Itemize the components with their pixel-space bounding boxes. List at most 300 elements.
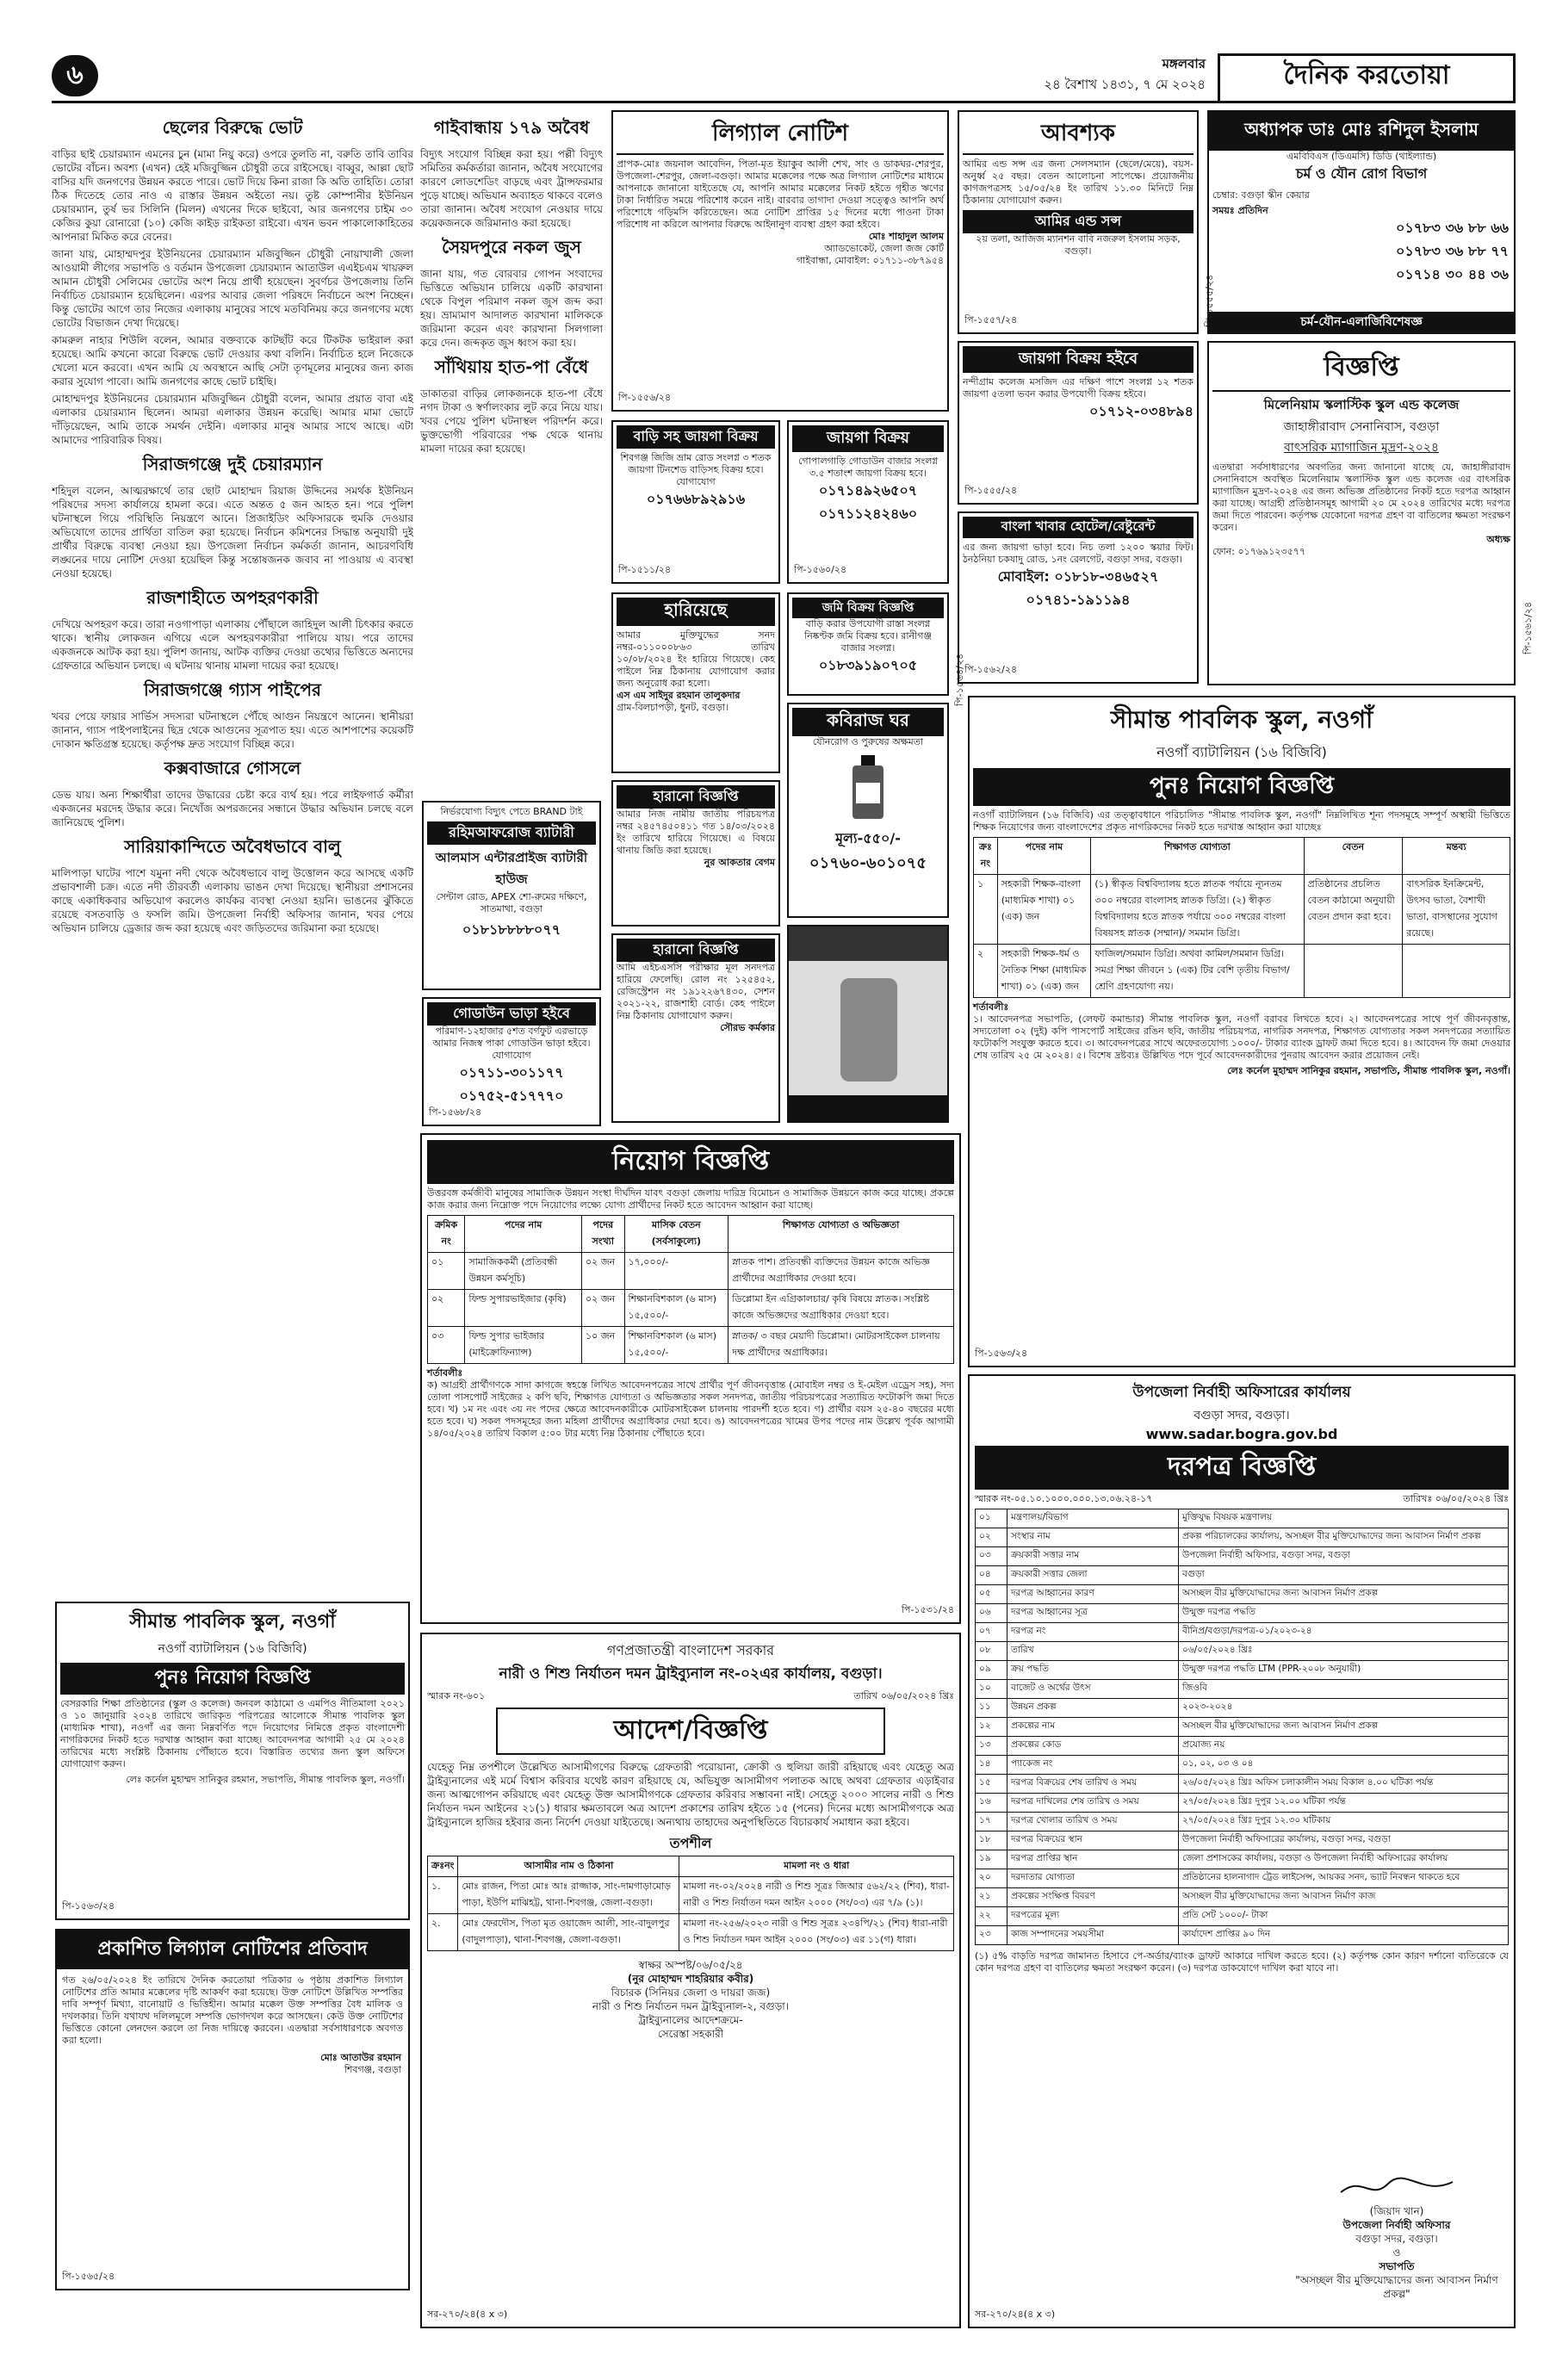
table-row [976, 1547, 1509, 1566]
ad-code: পি-১৫১১/২৪ [618, 564, 672, 575]
memo-date: তারিখঃ ০৬/০৫/২০২৪ খ্রিঃ [1403, 1493, 1509, 1504]
table-cell: মোঃ ফেরদৌস, পিতা মৃত ওয়াজেদ আলী, সাং-বাদুলপুর (বাদুলপাড়া), থানা-শিবগঞ্জ, জেলা-বগুড়া। [458, 1914, 679, 1951]
ad-signature: নুর আকতার বেগম [704, 857, 775, 868]
table-row [976, 1680, 1509, 1699]
memo-line [975, 1493, 1509, 1505]
battery-ad [422, 801, 601, 990]
phone-number: ০১৮১৮৮৮৮০৭৭ [462, 921, 561, 938]
ad-signature: সৌরভ কর্মকার [720, 1022, 775, 1033]
ad-signature: অধ্যক্ষ [1486, 534, 1510, 545]
doctor-degree: এমবিবিএস (ডিএমসি) ডিডি (থাইল্যান্ড) [1286, 151, 1437, 162]
signer-signature: স্বাক্ষর অস্পষ্ট/০৬/০৫/২৪ [638, 1959, 743, 1971]
table-cell: ফাজিল/সমমান ডিগ্রি। অথবা কামিল/সমমান ডিগ্রি। সমগ্র শিক্ষা জীবনে ১ (এক) টির বেশি তৃতীয় বিভাগ/শ্রেণি গ্রহণযোগ্য নয়। [1091, 945, 1304, 998]
ad-code: পি-১৫৬৩/২৪ [62, 1900, 115, 1912]
table-cell: ১৯ [976, 1850, 1008, 1869]
ad-signature-address: গ্রাম-বিলচাপড়ী, ধুনট, বগুড়া। [617, 702, 729, 713]
ad-signature: মোঃ শাহাদুল আলম [868, 231, 944, 242]
signer-role: বিচারক (সিনিয়র জেলা ও দায়রা জজ) [611, 1986, 771, 1999]
table-row [428, 1253, 954, 1290]
signer-name: (নুর মোহাম্মদ শাহরিয়ার কবীর) [627, 1973, 754, 1985]
table-header-row [428, 1216, 954, 1253]
conditions-heading: শর্তাবলীঃ [973, 1001, 1009, 1013]
table-header-row [974, 838, 1510, 875]
column-header: পদের নাম [997, 838, 1091, 875]
table-cell: সংস্থার নাম [1008, 1528, 1179, 1547]
table-cell: দরপত্র দাখিলের শেষ তারিখ ও সময় [1008, 1794, 1179, 1813]
ad-code: পি-১৫৫৭/২৪ [964, 314, 1018, 325]
border-school-recruitment [968, 696, 1516, 1367]
school-magazine-notice [1207, 341, 1516, 685]
table-cell: দরপত্র নং [1008, 1623, 1179, 1642]
memo-line [427, 1690, 954, 1702]
table-cell: ০১, ০২, ০৩ ও ০৪ [1179, 1756, 1509, 1775]
table-cell: ০২ জন [582, 1253, 625, 1290]
table-cell: শিক্ষানবিশকাল (৬ মাস) ১৫,৫০০/- [624, 1290, 728, 1327]
signer-project: "অসচ্ছল বীর মুক্তিযোদ্ধাদের জন্য আবাসন নির্মাণ প্রকল্প" [1295, 2274, 1498, 2300]
column-header: মামলা নং ও ধারা [679, 1856, 954, 1877]
table-row [976, 1869, 1509, 1888]
school-subtitle: নওগাঁ ব্যাটালিয়ন (১৬ বিজিবি) [1156, 744, 1327, 760]
table-row [976, 1907, 1509, 1926]
table-cell: ১. [428, 1877, 458, 1914]
table-cell: দরপত্র প্রাপ্তির স্থান [1008, 1850, 1179, 1869]
table-row [976, 1850, 1509, 1869]
lost-hsc-certificate-ad [611, 933, 780, 1123]
shop-address: সেন্টাল রোড, APEX শো-রুমের দক্ষিণে, সাতমাথা, বগুড়া [436, 891, 587, 914]
doctor-hours: সময়ঃ প্রতিদিন [1212, 205, 1268, 216]
ad-title: লিগ্যাল নোটিশ [617, 115, 944, 155]
ad-banner: দরপত্র বিজ্ঞপ্তি [975, 1446, 1509, 1490]
table-cell: ০২ [428, 1290, 465, 1327]
signer-order: ট্রাইব্যুনালের আদেশক্রমে- [638, 2014, 743, 2026]
table-cell: ১৮ [976, 1831, 1008, 1850]
table-row [428, 1327, 954, 1364]
table-cell: ক্রয়কারী সত্তার জেলা [1008, 1566, 1179, 1585]
table-cell: প্রকল্পের সংক্ষিপ্ত বিবরণ [1008, 1888, 1179, 1907]
ad-signature: মোঃ আতাউর রহমান [320, 2052, 401, 2063]
table-cell: ১২ [976, 1718, 1008, 1737]
phone-number: ০১৭৮৩ ৩৬ ৮৮ ৬৬ [1395, 220, 1509, 236]
column-header: শিক্ষাগত যোগ্যতা [1091, 838, 1304, 875]
land-sale-ad-2 [958, 341, 1199, 505]
table-row [976, 1585, 1509, 1604]
headline: রাজশাহীতে অপহরণকারী [146, 587, 319, 608]
table-cell: ২৩ [976, 1926, 1008, 1945]
side-code: পি-১৫৬১/২৪ [1522, 601, 1534, 654]
table-cell: বীনিপ্র/বগুড়া/দরপত্র-০১/২০২৩-২৪ [1179, 1623, 1509, 1642]
table-cell [1403, 945, 1510, 998]
column-header: শিক্ষাগত যোগ্যতা ও অভিজ্ঞতা [728, 1216, 954, 1253]
table-cell: অসচ্ছল বীর মুক্তিযোদ্ধাদের জন্য আবাসন নির্মাণ কাজ [1179, 1888, 1509, 1907]
table-row [976, 1737, 1509, 1756]
table-cell: ১০ জন [582, 1327, 625, 1364]
signer-court: নারী ও শিশু নির্যাতন দমন ট্রাইব্যুনাল-২, বগুড়া। [592, 2000, 790, 2012]
table-cell: সামাজিককর্মী (প্রতিবন্ধী উন্নয়ন কর্মসূচি) [465, 1253, 582, 1290]
accused-table [427, 1856, 954, 1951]
table-cell: ১৫ [976, 1775, 1008, 1794]
recruitment-table [427, 1215, 954, 1364]
table-title: তপশীল [669, 1835, 712, 1851]
table-row [976, 1604, 1509, 1623]
ad-code: পি-১৫৬০/২৪ [794, 564, 847, 575]
article-text: ডাকাতরা বাড়ির লোকজনকে হাত-পা বেঁধে নগদ টাকা ও স্বর্ণালংকার লুট করে নিয়ে যায়। খবর পেয়ে পুলিশ ঘটনাস্থল পরিদর্শন করে। ভুক্তভোগী পরিবারের পক্ষ থেকে থানায় মামলা দায়ের করা হয়েছে। [420, 387, 603, 455]
column-header: মাসিক বেতন (সর্বসাকুল্যে) [624, 1216, 728, 1253]
table-cell [1304, 945, 1403, 998]
dateline [1044, 53, 1206, 95]
signer-role: উপজেলা নির্বাহী অফিসার [1342, 2219, 1451, 2231]
job-needed-ad [958, 110, 1199, 334]
table-cell: ক্রয়কারী সত্তার নাম [1008, 1547, 1179, 1566]
table-cell: ২১ [976, 1888, 1008, 1907]
table-header-row [428, 1856, 954, 1877]
product-promo-ad [787, 925, 949, 1123]
table-cell: মোঃ রাজন, পিতা মোঃ আঃ রাজ্জাক, সাং-দামগাড়ামোড় পাড়া, ইউপি মাঝিহট্ট, থানা-শিবগঞ্জ, জেলা-বগুড়া। [458, 1877, 679, 1914]
table-cell: সহকারী শিক্ষক-ধর্ম ও নৈতিক শিক্ষা (মাধ্যমিক শাখা) ০১ (এক) জন [997, 945, 1091, 998]
headline: সৈয়দপুরে নকল জুস [441, 237, 582, 257]
table-cell: অসচ্ছল বীর মুক্তিযোদ্ধাদের জন্য আবাসন নির্মাণ প্রকল্প [1179, 1585, 1509, 1604]
table-cell: ০১ [428, 1253, 465, 1290]
ad-signature: লেঃ কর্নেল মুহাম্মদ সানিকুর রহমান, সভাপতি, সীমান্ত পাবলিক স্কুল, নওগাঁ। [126, 1774, 405, 1785]
ad-signature-address: শিবগঞ্জ, বগুড়া [344, 2064, 401, 2075]
ad-banner: পুনঃ নিয়োগ বিজ্ঞপ্তি [60, 1663, 405, 1695]
side-code: পি-১৫৫৫/২৪ [1204, 274, 1215, 327]
shop-address: ২য় তলা, আজিজ ম্যানশন বাবি নজরুল ইসলাম সড়ক, বগুড়া। [976, 233, 1181, 257]
doctor-ad [1207, 110, 1516, 334]
table-cell: ০৯ [976, 1661, 1008, 1680]
ad-banner: পুনঃ নিয়োগ বিজ্ঞপ্তি [973, 768, 1510, 806]
table-cell: উন্নয়ন প্রকল্প [1008, 1699, 1179, 1718]
article-text: বাড়ির ছাই চেয়ারম্যান এমনের চুন (মামা নিয়ু করে) ওপরে তুলতি না, বরুতি তাবি তাবির ভোটের বাঁচন। অবশ্য (এখন) হেই মজিবুজ্জিন চৌধুরী তরে রাইসেছে। বাব্বুর, আল্লা ছোট বাসির যদি জনগণের উন্নয়ন করতে পারে। ভোট দিয়ে কিনা রাজা কি অতি তাহিতি। তোরা ঠিক দিতেহে তোর নাও এ রাস্তার উন্নয়ন অইতো নয়। তুষ্ট কোম্পানীর ইউনিয়ন চেয়ারম্যান, তুর্ষ ভর সিলিনি (মিলন) এখনের দিকে ছাইবো, আর জনগণের চাইম ৩০ কেজির কুয়া রোনারো (১০) কেজি কাইড় রাইকতা রাইবো। এখন ভবন পাকালোকাহিতের আপনারা মিকিত করে বেনের। [52, 148, 413, 243]
column-header: ক্রমিক নং [428, 1216, 465, 1253]
ad-subtitle: যৌনরোগ ও পুরুষের অক্ষমতা [812, 736, 924, 747]
ad-subtitle: নওগাঁ ব্যাটালিয়ন (১৬ বিজিবি) [158, 1642, 307, 1656]
table-cell: উন্মুক্ত দরপত্র পদ্ধতি [1179, 1604, 1509, 1623]
table-cell: প্রতিষ্ঠানের হালনাগাদ ট্রেড লাইসেন্স, আয়কর সনদ, ভ্যাট নিবন্ধন থাকতে হবে [1179, 1869, 1509, 1888]
headline: সিরাজগঞ্জে গ্যাস পাইপের [143, 679, 322, 700]
phone-number: ০১৭৬৬৮৯২৯১৬ [646, 491, 746, 507]
table-row [976, 1794, 1509, 1813]
table-row [976, 1813, 1509, 1831]
signer-role-2: সভাপতি [1379, 2260, 1415, 2272]
article-text: বিদ্যুৎ সংযোগ বিচ্ছিন্ন করা হয়। পল্লী বিদ্যুৎ সমিতির কর্মকর্তারা জানান, অবৈধ সংযোগের কারণে লোডশেডিং বাড়ছে এবং ট্রান্সফরমার পুড়ে যাচ্ছে। অভিযান অব্যাহত থাকবে বলেও তারা জানান। অবৈধ সংযোগ নেওয়ার দায়ে কয়েকজনকে জরিমানাও করা হয়েছে। [420, 148, 603, 229]
table-cell: প্রতিষ্ঠানের প্রচলিত বেতন কাঠামো অনুযায়ী বেতন প্রদান করা হবে। [1304, 875, 1403, 945]
table-cell: ২৭/০৫/২০২৪ খ্রিঃ দুপুর ১২.৩০ ঘটিকায় [1179, 1813, 1509, 1831]
table-cell: দরপত্র বিক্রয়ের স্থান [1008, 1831, 1179, 1850]
ad-banner: রহিমআফরোজ ব্যাটারী [427, 821, 596, 845]
ad-banner: হারানো বিজ্ঞপ্তি [617, 939, 775, 962]
column-header: বেতন [1304, 838, 1403, 875]
legal-protest-notice [55, 1929, 410, 2290]
land-sale-notice-ad [787, 592, 949, 696]
phone-number: ০১৮৩৯১৯০৭০৫ [818, 657, 918, 673]
table-cell: ০১ [976, 1509, 1008, 1528]
table-cell: ক্রয় পদ্ধতি [1008, 1661, 1179, 1680]
ad-code: পি-১৫৬৩/২৪ [975, 1348, 1028, 1359]
table-row [428, 1290, 954, 1327]
doctor-chamber: চেম্বার: বগুড়া স্কীন কেয়ার [1212, 189, 1310, 201]
table-cell: মামলা নং-০২/২০২৪ নারী ও শিশু সূত্রঃ জিআর ৫৬২/২২ (শিব), ধারা-নারী ও শিশু নির্যাতন দমন আইন ২০০০ (সং/০৩) এর ৭/৯ (১)। [679, 1877, 954, 1914]
table-cell: বাজেট ও অর্থের উৎস [1008, 1680, 1179, 1699]
table-cell: ১৭ [976, 1813, 1008, 1831]
ad-body: পরিমাণ-১২হাজার ৫শত বর্গফুট এরভাড়ে আমার নিজস্ব পাকা গোডাউন ভাড়া হইবে। যোগাযোগ [432, 1026, 591, 1061]
ad-title: আবশ্যক [963, 115, 1194, 155]
medicine-bottle-icon [842, 753, 894, 822]
signer-and: ও [1392, 2247, 1401, 2259]
ad-body: গত ২৬/০৫/২০২৪ ইং তারিখে দৈনিক করতোয়া পত্রিকার ৬ পৃষ্ঠায় প্রকাশিত লিগ্যাল নোটিশের প্রতি আমার মক্কেলের দৃষ্টি আকর্ষণ করা হয়েছে। উক্ত নোটিশে উল্লিখিত সম্পত্তির দাবি সম্পূর্ণ মিথ্যা, বানোয়াট ও ভিত্তিহীন। আমার মক্কেল উক্ত সম্পত্তির বৈধ মালিক ও দখলকার। তিনি যথাযথ দলিলমূলে সম্পত্তি ভোগদখল করে আসছেন। কেউ উক্ত নোটিশের ভিত্তিতে কোনো লেনদেন করলে তা নিজ দায়িত্বে করবেন। এতদ্বারা সর্বসাধারণকে অবগত করা হলো। [62, 1974, 403, 2046]
phone-number: ০১৭১১২৪২৪৬০ [818, 505, 918, 522]
table-cell: শিক্ষানবিশকাল (৬ মাস) ১৫,৫০০/- [624, 1327, 728, 1364]
article-text: খবর পেয়ে ফায়ার সার্ভিস সদস্যরা ঘটনাস্থলে পৌঁছে আগুন নিয়ন্ত্রণে আনেন। স্থানীয়রা জানান, গ্যাস পাইপলাইনের ছিদ্র থেকে আগুনের সূত্রপাত হয়। এতে আশপাশের কয়েকটি দোকান ক্ষতিগ্রস্ত হয়েছে। কর্তৃপক্ষ দ্রুত সংযোগ বিচ্ছিন্ন করে। [52, 710, 413, 750]
table-cell: ০৫ [976, 1585, 1008, 1604]
table-cell: ২৭/০৫/২০২৪ খ্রিঃ দুপুর ১২.০০ ঘটিকা পর্যন্ত [1179, 1794, 1509, 1813]
ad-banner: হারিয়েছে [617, 598, 775, 626]
restaurant-rent-ad [958, 511, 1199, 684]
lost-certificate-ad [611, 592, 780, 773]
table-cell: কাজ সম্পাদনের সময়সীমা [1008, 1926, 1179, 1945]
ad-body: এতদ্বারা সর্বসাধারণের অবগতির জন্য জানানো যাচ্ছে যে, জাহাঙ্গীরাবাদ সেনানিবাসে অবস্থিত মিলেনিয়াম স্কলাস্টিক স্কুল এন্ড কলেজ এর বাৎসরিক ম্যাগাজিন মুদ্রণ-২০২৪ এর জন্য অভিজ্ঞ প্রতিষ্ঠানের নিকট হতে দরপত্র আহ্বান করা যাচ্ছে। আগ্রহী প্রতিষ্ঠানসমূহ আগামী ২০ মে ২০২৪ তারিখের মধ্যে দরপত্র জমা দিতে পারবেন। কর্তৃপক্ষ যেকোনো দরপত্র গ্রহণ বা বাতিলের ক্ষমতা সংরক্ষণ করেন। [1212, 462, 1510, 533]
table-cell: দরদাতার যোগ্যতা [1008, 1869, 1179, 1888]
headline: সাঁথিয়ায় হাত-পা বেঁধে [434, 356, 589, 377]
ad-title: বিজ্ঞপ্তি [1212, 346, 1510, 392]
gov-name: গণপ্রজাতন্ত্রী বাংলাদেশ সরকার [606, 1642, 775, 1658]
doctor-footer: চর্ম-যৌন-এলার্জিবিশেষজ্ঞ [1209, 312, 1514, 332]
table-cell: উপজেলা নির্বাহী অফিসারের কার্যালয়, বগুড়া সদর, বগুড়া [1179, 1831, 1509, 1850]
phone-number: ০১৭১৪৯২৬৫০৭ [818, 482, 918, 499]
ad-code: সর-২৭০/২৪(৪ x ৩) [975, 2309, 1056, 2320]
ad-code: পি-১৫৬৮/২৪ [429, 1106, 482, 1118]
signer-address: বগুড়া সদর, বগুড়া। [1355, 2233, 1438, 2245]
ad-signature: লেঃ কর্নেল মুহাম্মদ সানিকুর রহমান, সভাপতি, সীমান্ত পাবলিক স্কুল, নওগাঁ। [1227, 1065, 1510, 1076]
news-column-left [52, 110, 413, 1591]
ad-banner: বাংলা খাবার হোটেল/রেষ্টুরেন্ট [963, 517, 1194, 538]
table-cell: (১) স্বীকৃত বিশ্ববিদ্যালয় হতে স্নাতক পর্যায়ে ন্যূনতম ৩০০ নম্বরের বাংলাসহ স্নাতক ডিগ্রি। (২) স্বীকৃত বিশ্ববিদ্যালয় হতে স্নাতক পর্যায়ে ৩০০ নম্বরের বাংলা বিষয়সহ স্নাতক (সম্মান)/ সমমান ডিগ্রি। [1091, 875, 1304, 945]
table-cell: ০৪ [976, 1566, 1008, 1585]
conditions-text: ১। আবেদনপত্র সভাপতি, (লেফট কমান্ডার) সীমান্ত পাবলিক স্কুল, নওগাঁ বরাবর লিখতে হবে। ২। আবেদনপত্রের সাথে পূর্ণ জীবনবৃত্তান্ত, সদ্যতোলা ০২ (দুই) কপি পাসপোর্ট সাইজের রঙিন ছবি, জাতীয় পরিচয়পত্র, নাগরিক সনদপত্র, শিক্ষাগত যোগ্যতার সকল সনদপত্রের সত্যায়িত ফটোকপি সংযুক্ত করতে হবে। ৩। আবেদনপত্রের সাথে অফেরতযোগ্য ১০০০/- টাকার ব্যাংক ড্রাফট জমা দিতে হবে। ৪। আবেদন ফি জমা দেওয়ার শেষ তারিখ ২৫ মে ২০২৪। ৫। বিশেষ দ্রষ্টব্যঃ উল্লিখিত পদে পূর্বে আবেদনকারীদের পুনরায় আবেদন করার প্রয়োজন নেই। [973, 1013, 1510, 1061]
ad-body: আমির এন্ড সন্স এর জন্য সেলসম্যান (ছেলে/মেয়ে), বয়স-অনুর্ধ্ব ২৫ বছর। বেতন আলোচনা সাপেক্ষে। প্রয়োজনীয় কাগজপত্রসহ ১৫/০৫/২৪ ইং তারিখ ১১.৩০ মিনিটে নিম্ন ঠিকানায় যোগাযোগ করুন। [963, 158, 1194, 206]
table-cell: ০৬/০৫/২০২৪ খ্রিঃ [1179, 1642, 1509, 1661]
ad-intro: উত্তরবঙ্গ কর্মজীবী মানুষের সামাজিক উন্নয়ন সংস্থা দীর্ঘদিন যাবৎ বগুড়া জেলায় দারিদ্র বিমোচন ও সামাজিক উন্নয়নে কাজ করে যাচ্ছে। প্রকল্পে কাজ করার জন্য নিম্নোক্ত পদে নিয়োগের লক্ষ্যে যোগ্য প্রার্থীদের নিকট হতে আবেদন আহ্বান করা যাচ্ছে। [427, 1187, 954, 1211]
table-row [976, 1566, 1509, 1585]
ad-body: বেসরকারি শিক্ষা প্রতিষ্ঠানের (স্কুল ও কলেজ) জনবল কাঠামো ও এমপিও নীতিমালা ২০২১ ও ১০ জানুয়ারি ২০২৪ তারিখে জারিকৃত পরিপত্রের আলোকে সীমান্ত পাবলিক স্কুল (মাধ্যমিক শাখা), নওগাঁ এর জন্য নিম্নবর্ণিত পদে নিয়োগের নিমিত্তে প্রকৃত বাংলাদেশী নাগরিকদের নিকট হতে দরখাস্ত আহ্বান করা যাচ্ছে। আবেদনপত্র আগামী ২৫ মে ২০২৪ তারিখের মধ্যে সংশ্লিষ্ট ঠিকানায় পৌঁছাতে হবে। বিস্তারিত তথ্যের জন্য স্কুল অফিসে যোগাযোগ করুন। [60, 1698, 405, 1770]
table-cell: ০৩ [976, 1547, 1008, 1566]
table-cell: ১৬ [976, 1794, 1008, 1813]
tender-notes: (১) ৫% বাড়তি দরপত্র জামানত হিসাবে পে-অর্ডার/ব্যাংক ড্রাফট আকারে দাখিল করতে হবে। (২) কর্তৃপক্ষ কোন কারণ দর্শানো ব্যতিরেকে যে কোন দরপত্র গ্রহণ বা বাতিলের ক্ষমতা সংরক্ষণ করেন। (৩) দরপত্র ডাকযোগে দাখিল করা যাবে না। [975, 1950, 1509, 1974]
doctor-specialty: চর্ম ও যৌন রোগ বিভাগ [1295, 165, 1428, 182]
ad-banner: প্রকাশিত লিগ্যাল নোটিশের প্রতিবাদ [57, 1931, 408, 1969]
office-name: উপজেলা নির্বাহী অফিসারের কার্যালয় [1132, 1384, 1351, 1401]
phone-number: ফোন: ০১৭৬৯১২৩৫৭৭ [1212, 546, 1306, 557]
table-cell: ১৪ [976, 1756, 1008, 1775]
table-row [976, 1528, 1509, 1547]
phone-number: মোবাইল: ০১৮১৮-৩৪৬৫২৭ [997, 568, 1159, 585]
school-recruitment-ad [55, 1602, 410, 1920]
ad-title: সীমান্ত পাবলিক স্কুল, নওগাঁ [129, 1610, 336, 1633]
price-label: মূল্য-৫৫০/- [835, 830, 901, 846]
office-address: বগুড়া সদর, বগুড়া। [1194, 1409, 1290, 1422]
table-cell: তারিখ [1008, 1642, 1179, 1661]
ad-code: পি-১৫৬২/২৪ [964, 664, 1018, 675]
shop-name: আমির এন্ড সন্স [963, 210, 1194, 233]
table-cell: মামলা নং-২৫৬/২০২৩ নারী ও শিশু সূত্রঃ ২৩৪পি/২১ (শিব) ধারা-নারী ও শিশু নির্যাতন দমন আইন ২০০০ (সং/০৩) এর ১১(গ) ধারা। [679, 1914, 954, 1951]
table-cell: জিওবি [1179, 1680, 1509, 1699]
table-cell: মন্ত্রণালয়/বিভাগ [1008, 1509, 1179, 1528]
phone-number: ০১৭৪১-১৯১১৯৪ [1026, 592, 1131, 608]
table-cell: প্যাকেজ নং [1008, 1756, 1179, 1775]
table-cell: ২৬/০৫/২০২৪ খ্রিঃ অফিস চলাকালীন সময় বিকাল ৪.০০ ঘটিকা পর্যন্ত [1179, 1775, 1509, 1794]
table-cell: ১৩ [976, 1737, 1008, 1756]
ad-banner: জায়গা বিক্রয় হইবে [963, 346, 1194, 373]
headline: সিরাজগঞ্জে দুই চেয়ারম্যান [142, 454, 323, 474]
table-row [974, 945, 1510, 998]
news-column-middle [420, 110, 603, 851]
headline: কক্সবাজারে গোসলে [164, 758, 301, 778]
table-cell: দরপত্র বিক্রয়ের শেষ তারিখ ও সময় [1008, 1775, 1179, 1794]
table-cell: ১০ [976, 1680, 1008, 1699]
ad-banner: জমি বিক্রয় বিজ্ঞপ্তি [792, 598, 944, 618]
ad-body: আমি এইচএসসি পরীক্ষার মূল সনদপত্র হারিয়ে ফেলেছি। রোল নং ১২৫৪৫২, রেজিস্ট্রেশন নং ১৯১২২৬৭৪৩০, সেশন ২০২১-২২, রাজশাহী বোর্ড। কেহ পাইলে নিম্ন ঠিকানায় যোগাযোগ করুন। [617, 962, 775, 1021]
ad-body: প্রাপক-মোঃ জয়নাল আবেদিন, পিতা-মৃত ইয়াকুব আলী শেখ, সাং ও ডাকঘর-শেরপুর, উপজেলা-শেরপুর, জেলা-বগুড়া। আমার মক্কেলের পক্ষে অত্র লিগ্যাল নোটিশের মাধ্যমে আপনাকে জানানো যাইতেছে যে, আপনি আমার মক্কেলের নিকট হইতে গৃহীত ঋণের টাকা নির্ধারিত সময়ে পরিশোধ করেন নাই। বারবার তাগাদা দেওয়া সত্ত্বেও আপনি অর্থ পরিশোধে গড়িমসি করিতেছেন। অত্র নোটিশ প্রাপ্তির ১৫ দিনের মধ্যে পাওনা টাকা পরিশোধ না করিলে আপনার বিরুদ্ধে আইনানুগ ব্যবস্থা গ্রহণ করা হইবে। [617, 158, 944, 230]
headline: সারিয়াকান্দিতে অবৈধভাবে বালু [124, 836, 341, 857]
godown-rent-ad [422, 997, 601, 1126]
notice-subtitle: বাৎসরিক ম্যাগাজিন মুদ্রণ-২০২৪ [1284, 441, 1439, 455]
order-title: আদেশ/বিজ্ঞপ্তি [496, 1708, 885, 1755]
date: ২৪ বৈশাখ ১৪৩১, ৭ মে ২০২৪ [1044, 77, 1206, 92]
table-cell: ২. [428, 1914, 458, 1951]
ad-signature: এস এম সাইদুর রহমান তালুকদার [617, 690, 741, 701]
table-cell: বাৎসরিক ইনক্রিমেন্ট, উৎসব ভাতা, বৈশাখী ভাতা, বাসস্থানের সুযোগ রয়েছে। [1403, 875, 1510, 945]
product-image-icon [789, 927, 949, 1123]
lost-nid-ad [611, 780, 780, 927]
vacancy-table [973, 837, 1510, 998]
table-row [976, 1718, 1509, 1737]
table-cell: ডিপ্লোমা ইন এগ্রিকালচার/ কৃষি বিষয়ে স্নাতক। সংশ্লিষ্ট কাজে অভিজ্ঞদের অগ্রাধিকার দেওয়া হবে। [728, 1290, 954, 1327]
table-cell: কার্যাদেশ প্রাপ্তির ৯০ দিন [1179, 1926, 1509, 1945]
table-cell: দরপত্র আহ্বানের সূত্র [1008, 1604, 1179, 1623]
table-cell: মুক্তিযুদ্ধ বিষয়ক মন্ত্রণালয় [1179, 1509, 1509, 1528]
table-cell: ১১ [976, 1699, 1008, 1718]
table-row [976, 1509, 1509, 1528]
phone-number: ০১৭৬০-৬০১০৭৫ [809, 854, 927, 872]
signer-name: (জিয়াদ খান) [1369, 2205, 1424, 2217]
school-title: সীমান্ত পাবলিক স্কুল, নওগাঁ [1110, 705, 1373, 734]
ad-body: বাড়ি করার উপযোগী রাস্তা সংলগ্ন নিষ্কণ্টক জমি বিক্রয় হবে। রানীগঞ্জ বাজার সংলগ্ন। [804, 618, 932, 654]
signer-clerk: সেরেস্তা সহকারী [657, 2028, 724, 2040]
article-text: জানা যায়, গত বোরবার গোপন সংবাদের ভিত্তিতে অভিযান চালিয়ে একটি কারখানা থেকে বিপুল পরিমাণ নকল জুস জব্দ করা হয়। ভ্রাম্যমাণ আদালত কারখানা মালিককে জরিমানা করেন এবং কারখানা সিলগালা করে দেন। জব্দকৃত জুস ধ্বংস করা হয়। [420, 268, 603, 349]
table-cell: প্রতি সেট ১০০০/- টাকা [1179, 1907, 1509, 1926]
table-cell: ০২ জন [582, 1290, 625, 1327]
ad-code: পি-১৫৬৫/২৪ [62, 2271, 115, 2282]
tribunal-order-notice [420, 1633, 961, 2328]
table-cell: ফিল্ড সুপারভাইজার (কৃষি) [465, 1290, 582, 1327]
table-cell: ১ [974, 875, 998, 945]
phone-number: ০১৭৮৩ ৩৬ ৮৮ ৭৭ [1395, 243, 1509, 259]
court-name: নারী ও শিশু নির্যাতন দমন ট্রাইব্যুনাল নং-০২এর কার্যালয়, বগুড়া। [499, 1665, 883, 1683]
table-row [976, 1926, 1509, 1945]
masthead-logo: দৈনিক করতোয়া [1218, 53, 1516, 103]
column-header: আসামীর নাম ও ঠিকানা [458, 1856, 679, 1877]
article-text: দেখিয়ে অপহরণ করে। তারা নওগাপাড়া এলাকায় পৌঁছালে জাহিদুল আলী চিৎকার করতে থাকে। স্থানীয় লোকজন এগিয়ে এলে অপহরণকারীরা পালিয়ে যায়। পরে তাদের একজনকে আটক করা হয়। পুলিশ জানায়, আটক ব্যক্তির দেওয়া তথ্যের ভিত্তিতে অন্যদের গ্রেফতারে অভিযান চলছে। এ ঘটনায় থানায় মামলা দায়ের করা হয়েছে। [52, 618, 413, 672]
ad-banner: গোডাউন ভাড়া হইবে [427, 1002, 596, 1026]
article-text: শহিদুল বলেন, আত্মরক্ষার্থে তার ছোট মোহাম্মদ রিয়াজ উদ্দিনের সমর্থক ইউনিয়ন পরিষদের সদস্য কার্যালয়ে হামলা করে। এতে অন্তত ৫ জন আহত হন। পরে পুলিশ ঘটনাস্থলে গিয়ে পরিস্থিতি নিয়ন্ত্রণে আনে। প্রিজাইডিং অফিসারকে হুমকি দেওয়ার অভিযোগে তাদের প্রার্থিতা বাতিল করা হয়েছে। নির্বাচন কমিশনের সিদ্ধান্ত অনুযায়ী দুই প্রার্থীর বিরুদ্ধে ব্যবস্থা নেওয়া হয়। উপজেলা নির্বাচন কর্মকর্তা জানান, আচরণবিধি লঙ্ঘনের দায়ে নোটিশ দেওয়া হয়েছিল কিন্তু সন্তোষজনক জবাব না পাওয়ায় এ ব্যবস্থা নেওয়া হয়েছে। [52, 485, 413, 580]
school-name: মিলেনিয়াম স্কলাস্টিক স্কুল এন্ড কলেজ [1263, 397, 1460, 412]
signature-scribble-icon [1336, 2175, 1457, 2201]
table-cell: ০৬ [976, 1604, 1008, 1623]
column-header: ক্রঃ নং [974, 838, 998, 875]
table-cell: ২০ [976, 1869, 1008, 1888]
column-header: মন্তব্য [1403, 838, 1510, 875]
tender-notice [968, 1374, 1516, 2328]
table-row [976, 1623, 1509, 1642]
ad-code: পি-১৫৩১/২৪ [901, 1604, 954, 1615]
ad-banner: বাড়ি সহ জায়গা বিক্রয় [617, 425, 775, 449]
table-cell: ০৭ [976, 1623, 1008, 1642]
table-row [428, 1914, 954, 1951]
ad-banner: নিয়োগ বিজ্ঞপ্তি [427, 1140, 954, 1184]
table-row [976, 1699, 1509, 1718]
ad-body: এর জন্য জায়গা ভাড়া হবে। নিচ তলা ১২০০ স্কয়ার ফিট। ঠনঠনিয়া চকযাদু রোড, ১নং রেলগেট, বগুড়া সদর, বগুড়া। [963, 542, 1194, 565]
table-cell: ১৭,০০০/- [624, 1253, 728, 1290]
table-row [428, 1877, 954, 1914]
ad-banner: জায়গা বিক্রয় [792, 425, 944, 452]
ad-code: পি-১৫৫৫/২৪ [964, 485, 1018, 496]
ad-body: গোপালগাড়ি গোডাউন বাজার সংলগ্ন ৩.৫ শতাংশ জায়গা বিক্রয় হবে। [797, 456, 939, 479]
table-cell: ০২ [976, 1528, 1008, 1547]
phone-number: ০১৭১২-০৩৪৮৯৪ [1089, 403, 1194, 419]
website: www.sadar.bogra.gov.bd [1145, 1426, 1338, 1442]
order-body: যেহেতু নিম্ন তপশীলে উল্লেখিত আসামীগণের বিরুদ্ধে গ্রেফতারী পরোয়ানা, ক্রোকী ও হুলিয়া জারী রহিয়াছে এবং যেহেতু অত্র ট্রাইব্যুনালের এই মর্মে বিশ্বাস করিবার যথেষ্ট কারণ রহিয়াছে যে, অভিযুক্ত আসামীগণ পলাতক আছে অথবা গ্রেফতার এড়াইবার জন্য আত্মগোপন করিয়াছে এবং যেহেতু উক্ত আসামীগণকে গ্রেফতার করিবার সম্ভাবনা নাই। সেহেতু ২০০০ সালের নারী ও শিশু নির্যাতন দমন আইনের ২১(১) ধারার ক্ষমতাবলে অত্র আদেশ প্রকাশের তারিখ হইতে ১৫ (পনের) দিনের মধ্যে আসামীগণকে অত্র ট্রাইব্যুনালে হাজির হইবার জন্য নির্দেশ দেওয়া যাইতেছে। অন্যথায় তাহাদের অনুপস্থিতিতে বিচারকার্য সমাধান করা হইবে। [427, 1761, 954, 1828]
article-text: জানা যায়, মোহাম্মদপুর ইউনিয়নের চেয়ারম্যান মজিবুজ্জিন চৌধুরী নোয়াখালী জেলা আওয়ামী লীগের সভাপতি ও বর্তমান উপজেলা চেয়ারম্যান আতাউল এএইচএম খায়রুল আমান চৌধুরী সেলিমের ভোটের অংশ নিয়ে প্রার্থী হয়েছেন। সুবর্ণচর উপজেলায় তিনি নির্বাচিত চেয়ারম্যান হয়েছিলেন। এরপর আবার জেলা পরিষদে নির্বাচনে অংশ নিচ্ছেন। কিন্তু ভোটের আগে তার নিজের এলাকায় মানুষের সাথে মতবিনিময় করে জনগণের মধ্যে ভোটের বিভাজন দেখা দিয়েছে। [52, 248, 413, 329]
side-code: পি-১৫৬৪/২৪ [954, 653, 965, 706]
phone-number: ০১৭৫২-৫১৭৭৭০ [459, 1088, 564, 1104]
article-text: ডেভ যায়। অন্য শিক্ষার্থীরা তাদের উদ্ধারের চেষ্টা করে ব্যর্থ হয়। পরে লাইফগার্ড কর্মীরা একজনের মরদেহ উদ্ধার করে। নিখোঁজ অপরজনের সন্ধানে উদ্ধার অভিযান চলছে বলে জানিয়েছে পুলিশ। [52, 789, 413, 828]
table-row [976, 1642, 1509, 1661]
ad-banner: কবিরাজ ঘর [792, 708, 944, 736]
doctor-name: অধ্যাপক ডাঃ মোঃ রশিদুল ইসলাম [1209, 112, 1514, 151]
table-cell: ০৮ [976, 1642, 1008, 1661]
table-cell: প্রকল্প পরিচালকের কার্যালয়, অসচ্ছল বীর মুক্তিযোদ্ধাদের জন্য আবাসন নির্মাণ প্রকল্প [1179, 1528, 1509, 1547]
table-cell: দরপত্রের মূল্য [1008, 1907, 1179, 1926]
ngo-recruitment-notice [420, 1133, 961, 1624]
table-cell: ০৩ [428, 1327, 465, 1364]
ad-body: আমার মুক্তিযুদ্ধের সনদ নম্বর-০১১০০০৮৬৩ তারিখ ১০/০৮/২০২৪ ইং হারিয়ে গিয়েছে। কেহ পাইলে নিম্ন ঠিকানায় যোগাযোগ করার জন্য অনুরোধ করা হলো। [617, 629, 775, 689]
signature-block [427, 1958, 954, 2041]
table-cell: সহকারী শিক্ষক-বাংলা (মাধ্যমিক শাখা) ০১ (এক) জন [997, 875, 1091, 945]
table-cell: প্রকল্পের কোড [1008, 1737, 1179, 1756]
conditions-heading: শর্তাবলীঃ [427, 1367, 463, 1379]
column-header: পদের সংখ্যা [582, 1216, 625, 1253]
ad-body: শিবগঞ্জ জিজি ভ্রাম রোড সংলগ্ন ৩ শতক জায়গা টিনশেড বাড়িসহ বিক্রয় হবে। যোগাযোগ [620, 452, 772, 487]
ad-body: আমার নিজ নামীয় জাতীয় পরিচয়পত্র নম্বর ২৪৫৭৪৫০৪১১ গত ১৪/০৩/২০২৪ ইং তারিখে হারিয়ে গিয়েছে। এ বিষয়ে থানায় জিডি করা হয়েছে। [617, 809, 775, 856]
phone-number: ০১৭১১-৩০১১৭৭ [459, 1064, 564, 1081]
headline: গাইবান্ধায় ১৭৯ অবৈধ [433, 117, 590, 138]
ad-intro: নওগাঁ ব্যাটালিয়ন (১৬ বিজিবি) এর তত্ত্বাবধানে পরিচালিত "সীমান্ত পাবলিক স্কুল, নওগাঁ" নিম্নলিখিত শূন্য পদসমূহে সম্পূর্ণ অস্থায়ী ভিত্তিতে শিক্ষক নিয়োগের জন্য বাংলাদেশের প্রকৃত নাগরিকদের নিকট হতে দরখাস্ত আহ্বান করা যাচ্ছেঃ [973, 809, 1510, 833]
conditions-text: ক) আগ্রহী প্রার্থীগণকে সাদা কাগজে স্বহস্তে লিখিত আবেদনপত্রের সাথে প্রার্থীর পূর্ণ জীবনবৃত্তান্ত (মোবাইল নম্বর ও ই-মেইল এড্রেস সহ), সদ্য তোলা পাসপোর্ট সাইজের ২ কপি ছবি, শিক্ষাগত যোগ্যতা ও অভিজ্ঞতার সকল সনদপত্র, জাতীয় পরিচয়পত্রের সত্যায়িত ফটোকপি জমা দিতে হবে। খ) ১ম নং এবং ৩য় নং পদের ক্ষেত্রে আবেদনকারীকে মোটরসাইকেল চালনায় পারদর্শী হতে হবে। গ) প্রার্থীর বয়স ২৫-৪০ বছরের মধ্যে হতে হবে। ঘ) সকল পদসমূহের জন্য মহিলা প্রার্থীদের অগ্রাধিকার দেয়া হবে। ঙ) আবেদনপত্রের খামের উপর পদের নাম উল্লেখ পূর্বক আগামী ১৪/০৫/২০২৪ তারিখ বিকাল ৫:০০ টার মধ্যে নিম্ন ঠিকানায় পৌঁছাতে হবে। [427, 1379, 954, 1439]
headline: ছেলের বিরুদ্ধে ভোট [162, 117, 303, 138]
phone-number: গাইবান্ধা, মোবাইল: ০১৭১১-৩৮৭৯৫৪ [796, 255, 944, 266]
table-cell: বগুড়া [1179, 1566, 1509, 1585]
article-text: কামরুল নাহার শিউলি বলেন, আমার বক্তব্যকে কাটছাঁট করে টিকটক ভাইরাল করা হয়েছে। আমি কখনো কারো বিরুদ্ধে ভোট দেওয়ার কথা বলিনি। নির্বাচিত হলে নিজেকে খেলো মনে করবো। এখন আমি যে অবস্থানে আছি সেটা তৃণমূলের মানুষের জন্য কাজ করার সুযোগ পাবো। আমি জনগণের কাছে ভোট চাইছি। [52, 334, 413, 387]
land-sale-ad [787, 420, 949, 584]
weekday: মঙ্গলবার [1162, 56, 1206, 71]
table-row [976, 1775, 1509, 1794]
table-cell: দরপত্র খোলার তারিখ ও সময় [1008, 1813, 1179, 1831]
page-header [52, 52, 1516, 103]
table-cell: ২ [974, 945, 998, 998]
ad-banner: হারানো বিজ্ঞপ্তি [617, 785, 775, 809]
tender-table [975, 1509, 1509, 1945]
table-cell: ২২ [976, 1907, 1008, 1926]
table-cell: ২০২৩-২০২৪ [1179, 1699, 1509, 1718]
